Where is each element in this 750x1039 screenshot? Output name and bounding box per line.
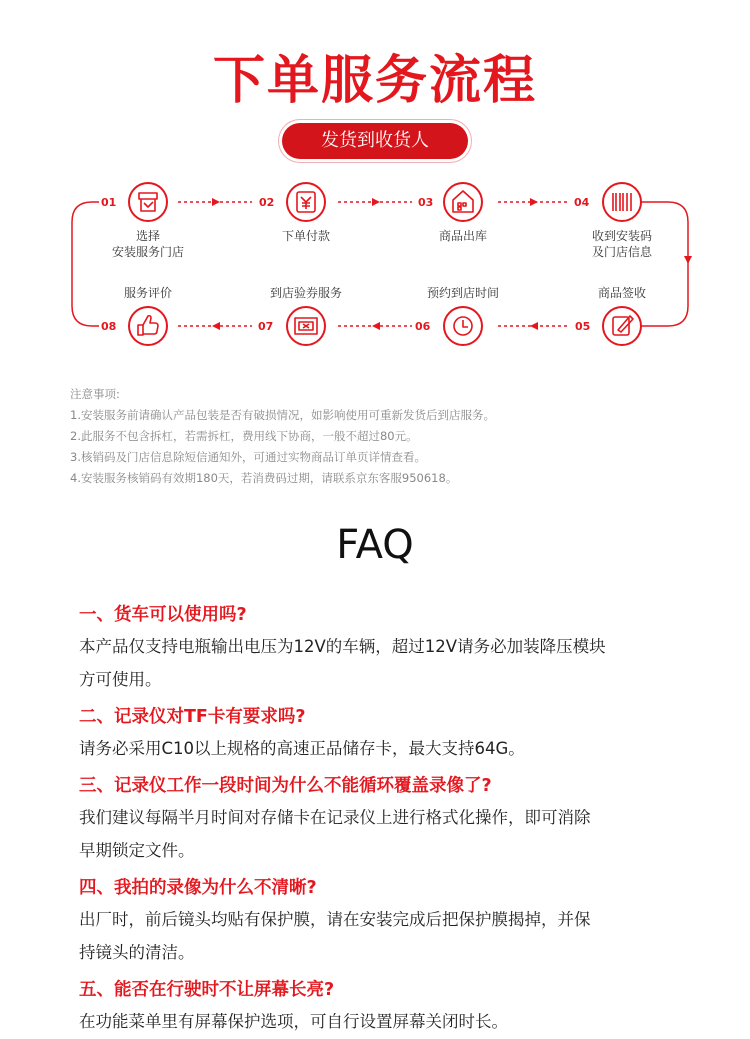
flow-loop-line-right — [630, 202, 688, 326]
step-num-04: 04 — [574, 196, 590, 209]
faq-question: 三、记录仪工作一段时间为什么不能循环覆盖录像了? — [79, 776, 492, 796]
shipping-pill: 发货到收货人 — [282, 123, 468, 159]
step-label-02: 下单付款 — [281, 229, 330, 243]
page-title: 下单服务流程 — [212, 51, 537, 111]
faq-question: 二、记录仪对TF卡有要求吗? — [79, 707, 306, 727]
notes-section — [70, 384, 495, 489]
note-item: 3.核销码及门店信息除短信通知外，可通过实物商品订单页详情查看。 — [70, 450, 426, 464]
faq-question: 四、我拍的录像为什么不清晰? — [79, 878, 317, 898]
faq-title: FAQ — [336, 522, 414, 568]
faq-question: 一、货车可以使用吗? — [79, 605, 247, 625]
faq-answer: 出厂时，前后镜头均贴有保护膜，请在安装完成后把保护膜揭掉，并保 持镜头的清洁。 — [79, 910, 591, 962]
flow-loop-line — [72, 202, 118, 326]
note-item: 4.安装服务核销码有效期180天，若消费码过期，请联系京东客服950618。 — [70, 471, 458, 485]
faq-answer: 请务必采用C10以上规格的高速正品储存卡，最大支持64G。 — [79, 739, 525, 758]
note-item: 2.此服务不包含拆杠，若需拆杠，费用线下协商，一般不超过80元。 — [70, 429, 418, 443]
step-label-05: 商品签收 — [597, 286, 646, 300]
step-num-07: 07 — [258, 320, 274, 333]
step-label-03: 商品出库 — [438, 229, 487, 243]
faq-answer: 在功能菜单里有屏幕保护选项，可自行设置屏幕关闭时长。 — [79, 1012, 508, 1031]
step-num-08: 08 — [101, 320, 117, 333]
step-num-05: 05 — [575, 320, 591, 333]
note-item: 1.安装服务前请确认产品包装是否有破损情况，如影响使用可重新发货后到店服务。 — [70, 408, 495, 422]
step-label-06: 预约到店时间 — [426, 286, 499, 300]
step-label-08: 服务评价 — [123, 286, 172, 300]
step-num-02: 02 — [259, 196, 275, 209]
step-label-07: 到店验券服务 — [269, 286, 342, 300]
step-label-04: 收到安装码 及门店信息 — [591, 229, 652, 259]
faq-list — [79, 594, 679, 1038]
step-num-01: 01 — [101, 196, 117, 209]
step-label-01: 选择 安装服务门店 — [111, 229, 184, 259]
faq-answer: 本产品仅支持电瓶输出电压为12V的车辆，超过12V请务必加装降压模块 方可使用。 — [79, 637, 606, 689]
step-num-03: 03 — [418, 196, 434, 209]
faq-question: 五、能否在行驶时不让屏幕长亮? — [79, 980, 335, 1000]
step-num-06: 06 — [415, 320, 431, 333]
service-flow-diagram — [0, 170, 750, 370]
notes-heading: 注意事项: — [70, 387, 120, 401]
faq-answer: 我们建议每隔半月时间对存储卡在记录仪上进行格式化操作，即可消除 早期锁定文件。 — [79, 808, 591, 860]
